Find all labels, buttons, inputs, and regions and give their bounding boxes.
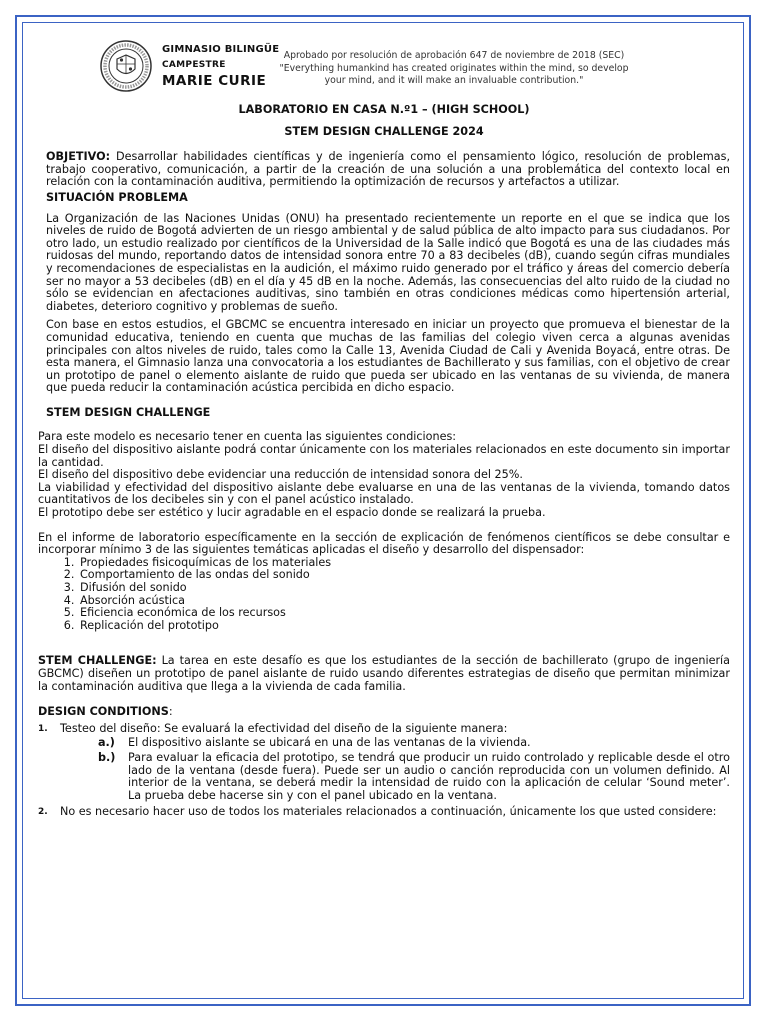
document-body [38,100,730,819]
list-item [38,723,730,736]
conditions-block [38,431,730,519]
sub-item-a [38,737,730,750]
sub-item-text: El dispositivo aislante se ubicará en una de las ventanas de la vivienda. [128,736,531,750]
item-text: Testeo del diseño: Se evaluará la efectividad del diseño de la siguiente manera: [60,721,508,735]
list-item: 5. Eficiencia económica de los recursos [78,607,730,620]
list-item [38,806,730,819]
list-item: 6. Replicación del prototipo [78,620,730,633]
situation-paragraph-2: Con base en estos estudios, el GBCMC se encuentra interesado en iniciar un proyecto que promueva el bienestar de la comunidad educativa, teniendo en cuenta que muchas de las familias del colegio viven cerca a algunas avenidas principales con altos niveles de ruido, tales como la Calle 13, Avenida Ciudad de Cali y Avenida Boyacá, entre otras. De esta manera, el Gimnasio lanza una convocatoria a los estudiantes de Bachillerato y sus familias, con el objetivo de crear un prototipo de panel o elemento aislante de ruido que pueda ser ubicado en las ventanas de su vivienda, de manera que pueda reducir la contaminación acústica percibida en dicho espacio. [46,318,730,395]
sub-item-label: b.) [98,750,116,764]
approval-line: Aprobado por resolución de aprobación 647 de noviembre de 2018 (SEC) [283,50,625,61]
challenge-title: STEM DESIGN CHALLENGE 2024 [284,124,484,138]
condition-line: La viabilidad y efectividad del dispositivo aislante debe evaluarse en una de las ventanas de la vivienda, tomando datos cuantitativos de los decibeles sin y con el panel acústico instalado. [38,480,730,507]
school-name-line2: CAMPESTRE [162,60,226,70]
letterhead [100,40,740,92]
approval-motto [278,50,630,88]
situation-heading: SITUACIÓN PROBLEMA [46,190,188,204]
item-number: 1. [38,723,48,734]
stem-challenge-paragraph [38,655,730,693]
item-text: No es necesario hacer uso de todos los materiales relacionados a continuación, únicamente los que usted considere: [60,805,717,819]
report-instructions: En el informe de laboratorio específicamente en la sección de explicación de fenómenos científicos se debe consultar e incorporar mínimo 3 de las siguientes temáticas aplicadas el diseño y desarrollo del dispensador: [38,530,730,557]
stem-challenge-label: STEM CHALLENGE: [38,654,157,668]
list-item: 1. Propiedades fisicoquímicas de los materiales [78,557,730,570]
sub-item-text: Para evaluar la eficacia del prototipo, se tendrá que producir un ruido controlado y replicable desde el otro lado de la ventana (desde fuera). Puede ser un audio o canción reproducida con un volumen definido. Al interior de la ventana, se deberá medir la intensidad de ruido con la aplicación de celular ‘Sound meter’. La prueba debe hacerse sin y con el panel ubicado en la ventana. [128,750,730,802]
condition-line: El prototipo debe ser estético y lucir agradable en el espacio donde se realizará la prueba. [38,506,546,520]
stem-challenge-text: La tarea en este desafío es que los estudiantes de la sección de bachillerato (grupo de ingeniería GBCMC) diseñen un prototipo de panel aislante de ruido usando diferentes estrategias de diseño que permitan minimizar la contaminación auditiva que llega a la vivienda de cada familia. [38,654,731,693]
school-seal-logo [100,40,152,92]
condition-line: El diseño del dispositivo aislante podrá contar únicamente con los materiales relacionados en este documento sin importar la cantidad. [38,443,730,469]
lab-title: LABORATORIO EN CASA N.º1 – (HIGH SCHOOL) [238,103,530,116]
sub-item-b [38,752,730,802]
item-number: 2. [38,807,48,818]
school-name-line1: GIMNASIO BILINGÜE [162,44,280,55]
situation-paragraph-1: La Organización de las Naciones Unidas (ONU) ha presentado recientemente un reporte en el que se indica que los niveles de ruido de Bogotá advierten de un riesgo ambiental y de salud pública de alto impacto para sus ciudadanos. Por otro lado, un estudio realizado por científicos de la Universidad de la Salle indicó que Bogotá es una de las ciudades más ruidosas del mundo, reportando datos de intensidad sonora entre 70 a 83 decibeles (dB), cuando según cifras mundiales y recomendaciones de especialistas en la audición, el máximo ruido generado por el tráfico y áreas del comercio debería ser no mayor a 53 decibeles (dB) en el día y 45 dB en la noche. Además, las consecuencias del alto ruido de la ciudad no sólo se evidencian en afectaciones auditivas, sino también en otras condiciones médicas como hipertensión arterial, diabetes, deterioro cognitivo y problemas de sueño. [46,211,730,313]
list-item: 2. Comportamiento de las ondas del sonido [78,569,730,582]
motto-line-1: "Everything humankind has created originates within the mind, so develop [279,62,629,74]
condition-line: Para este modelo es necesario tener en cuenta las siguientes condiciones: [38,430,457,444]
motto-line-2: your mind, and it will make an invaluable contribution." [324,75,584,86]
objective-label: OBJETIVO: [46,150,111,164]
condition-line: El diseño del dispositivo debe evidenciar una reducción de intensidad sonora del 25%. [38,468,523,482]
topics-list [38,557,730,633]
school-name-line3: MARIE CURIE [162,73,267,89]
design-conditions-heading: DESIGN CONDITIONS: [38,705,173,719]
school-name [162,43,279,90]
design-conditions-list [38,723,730,819]
list-item: 3. Difusión del sonido [78,582,730,595]
objective-text: Desarrollar habilidades científicas y de ingeniería como el pensamiento lógico, resolución de problemas, trabajo cooperativo, comunicación, a partir de la creación de una solución a una problemática del contexto local en relación con la contaminación auditiva, permitiendo la optimización de recursos y artefactos a utilizar. [46,150,731,189]
objective-paragraph [38,151,730,189]
list-item: 4. Absorción acústica [78,595,730,608]
stem-design-heading: STEM DESIGN CHALLENGE [46,405,211,419]
sub-item-label: a.) [98,736,115,750]
